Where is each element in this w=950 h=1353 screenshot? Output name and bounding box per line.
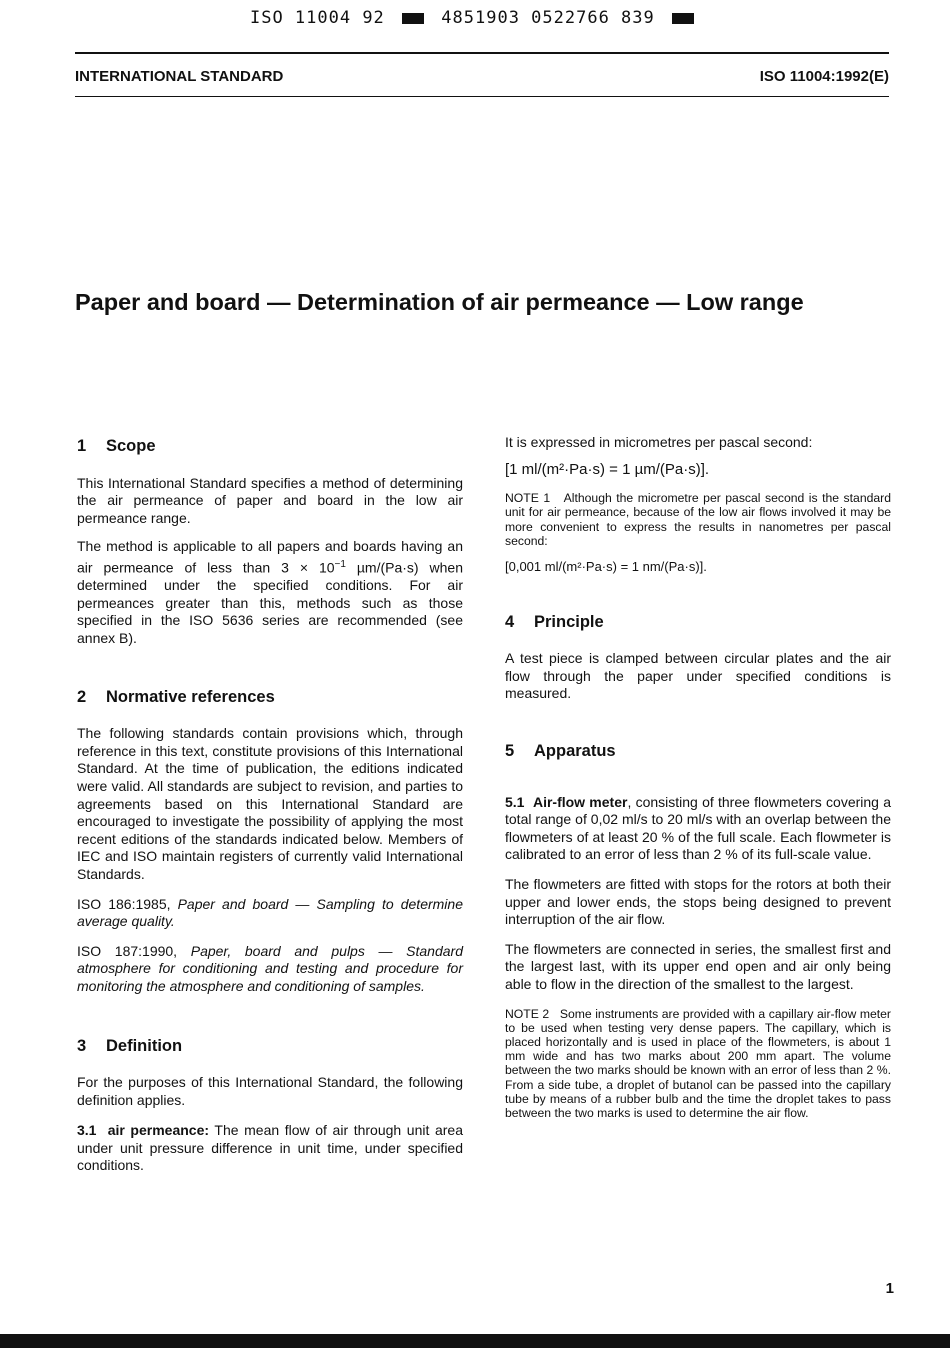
scan-header-code: ISO 11004 92 bbox=[249, 8, 385, 28]
scan-bottom-bar bbox=[0, 1334, 950, 1348]
section-heading-scope bbox=[77, 438, 463, 456]
section-title: Scope bbox=[106, 437, 156, 455]
note-1 bbox=[505, 491, 891, 548]
principle-paragraph: A test piece is clamped between circular plates and the air flow through the paper under specified conditions is measured. bbox=[505, 650, 891, 702]
definition-term-3-1 bbox=[77, 1122, 463, 1175]
normative-paragraph: The following standards contain provisions which, through reference in this text, constitute provisions of this International Standard. At the time of publication, the editions indicated were valid. All standards are subject to revision, and parties to agreements based on this International Standard are encouraged to investigate the possibility of applying the most recent editions of the standards indicated below. Members of IEC and ISO maintain registers of currently valid International Standards. bbox=[77, 725, 463, 882]
document-title: Paper and board — Determination of air permeance — Low range bbox=[75, 289, 804, 315]
note-label: NOTE 2 bbox=[505, 1006, 550, 1021]
page-number: 1 bbox=[885, 1280, 894, 1297]
section-heading-definition bbox=[77, 1038, 463, 1056]
section-number: 5 bbox=[505, 741, 515, 760]
reference-title: Paper and board — Sampling to determine average quality. bbox=[77, 895, 463, 930]
unit-expressed: It is expressed in micrometres per pascal second: bbox=[505, 434, 813, 450]
scope-text-a: The method is applicable to all papers and boards having an air permeance of less than 3 × 10 bbox=[77, 538, 463, 576]
term-definition: The mean flow of air through unit area under unit pressure difference in unit time, under specified conditions. bbox=[77, 1122, 464, 1174]
section-number: 3 bbox=[77, 1036, 87, 1055]
standard-label: INTERNATIONAL STANDARD bbox=[75, 68, 284, 85]
definition-paragraph: For the purposes of this International Standard, the following definition applies. bbox=[77, 1074, 463, 1108]
standard-number: ISO 11004:1992(E) bbox=[759, 68, 889, 85]
reference-code: ISO 187:1990, bbox=[77, 942, 191, 959]
unit-formula-2: [0,001 ml/(m²·Pa·s) = 1 nm/(Pa·s)]. bbox=[505, 559, 707, 574]
scan-header bbox=[0, 8, 950, 28]
reference-iso-186 bbox=[77, 896, 463, 931]
reference-title: Paper, board and pulps — Standard atmosphere for conditioning and testing and procedure for monitoring the atmosphere and conditioning of samples. bbox=[77, 942, 463, 994]
scan-block-mark bbox=[672, 13, 694, 24]
item-text: , consisting of three flowmeters covering a total range of 0,02 ml/s to 20 ml/s with an overlap between the flowmeters of at least 20 % of the full scale. Each flowmeter is calibrated to an error of less than 2 % of its full-scale value. bbox=[505, 793, 891, 863]
section-number: 4 bbox=[505, 612, 515, 631]
note-text: Although the micrometre per pascal second is the standard unit for air permeance, because of the low air flows involved it may be more convenient to express the results in nanometres per pascal second: bbox=[505, 491, 891, 548]
term-name: air permeance: bbox=[107, 1122, 210, 1139]
scope-text-b: µm/(Pa·s) when determined under the specified conditions. For air permeances greater than this, methods such as those specified in the ISO 5636 series are recommended (see annex B). bbox=[77, 559, 463, 646]
unit-formula-1: [1 ml/(m²·Pa·s) = 1 µm/(Pa·s)]. bbox=[505, 460, 710, 478]
apparatus-paragraph-2: The flowmeters are fitted with stops for the rotors at both their upper and lower ends, the stops being designed to prevent interruption of the air flow. bbox=[505, 875, 891, 928]
scan-block-mark bbox=[402, 13, 424, 24]
section-number: 2 bbox=[77, 687, 87, 706]
term-number: 3.1 bbox=[77, 1122, 97, 1139]
reference-iso-187 bbox=[77, 943, 463, 996]
header-bottom-rule bbox=[75, 96, 889, 97]
section-title: Principle bbox=[534, 612, 604, 631]
section-title: Definition bbox=[106, 1036, 183, 1055]
scope-paragraph-2 bbox=[77, 538, 463, 647]
scope-exponent: −1 bbox=[334, 558, 346, 570]
right-column bbox=[505, 434, 891, 1120]
note-text: Some instruments are provided with a capillary air-flow meter to be used when testing very dense papers. The capillary, which is placed horizontally and is used in place of the flowmeters, is about 1 mm wide and has two marks about 200 mm apart. The volume between the two marks should be known with an error of less than 2 %. From a side tube, a droplet of butanol can be passed into the capillary tube by means of a rubber bulb and the time the droplet takes to pass between the two marks is used to determine the air flow. bbox=[505, 1006, 891, 1120]
scan-header-barcode: 4851903 0522766 839 bbox=[441, 8, 655, 28]
note-label: NOTE 1 bbox=[505, 491, 551, 506]
note-2 bbox=[505, 1007, 891, 1121]
header-top-rule bbox=[75, 52, 889, 54]
apparatus-item-5-1 bbox=[505, 794, 891, 864]
section-number: 1 bbox=[77, 437, 87, 455]
apparatus-paragraph-3: The flowmeters are connected in series, the smallest first and the largest last, with its upper end open and air only being able to flow in the direction of the smallest to the largest. bbox=[505, 940, 891, 992]
reference-code: ISO 186:1985, bbox=[77, 895, 178, 912]
section-title: Normative references bbox=[106, 687, 275, 706]
section-heading-apparatus bbox=[505, 743, 891, 761]
item-term: Air-flow meter bbox=[532, 793, 628, 810]
item-number: 5.1 bbox=[505, 793, 525, 810]
section-heading-principle bbox=[505, 614, 891, 632]
left-column bbox=[77, 438, 463, 1175]
section-title: Apparatus bbox=[534, 741, 616, 760]
section-heading-normative bbox=[77, 689, 463, 707]
scope-paragraph-1: This International Standard specifies a method of determining the air permeance of paper and board in the low air permeance range. bbox=[77, 474, 463, 526]
